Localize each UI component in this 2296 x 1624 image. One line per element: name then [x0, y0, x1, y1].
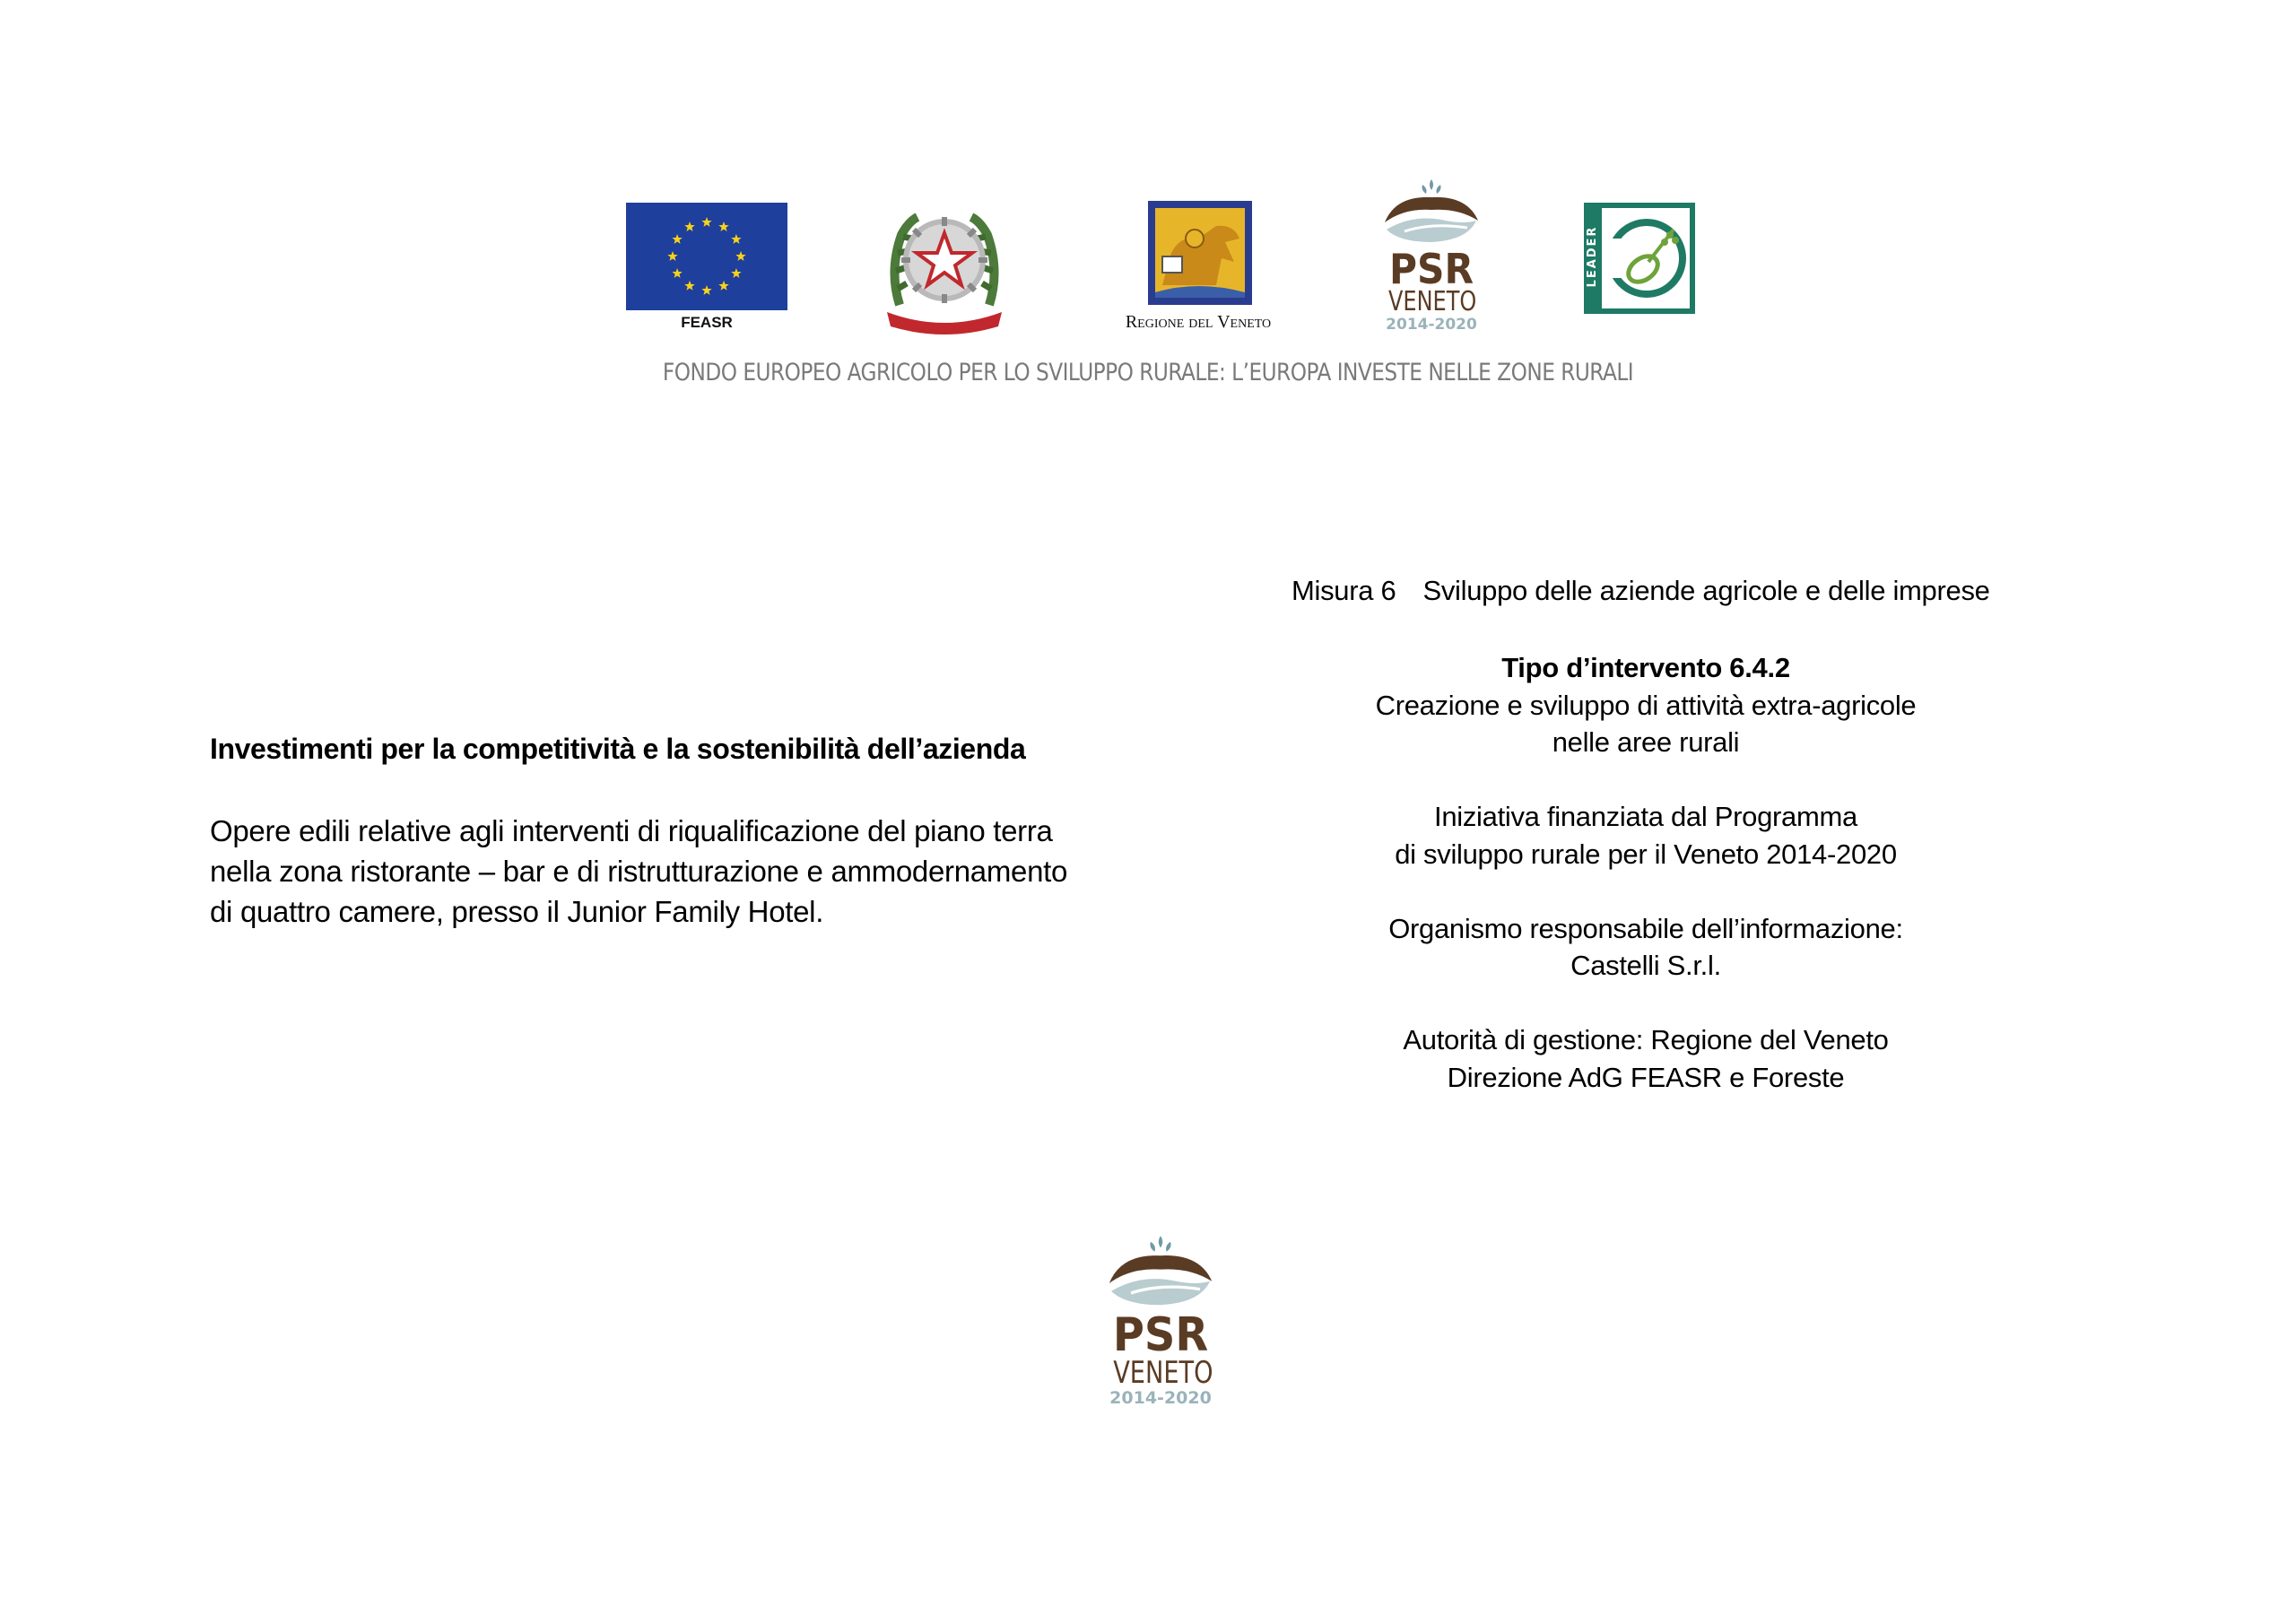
psr-veneto-logo-top: [1378, 178, 1485, 335]
misura-label: Misura 6: [1292, 575, 1396, 606]
psr-name: PSR: [1388, 245, 1474, 293]
leader-text: LEADER: [1586, 225, 1599, 288]
psr-hands-icon: [1101, 1234, 1220, 1313]
psr-veneto-logo-bottom: [1101, 1234, 1220, 1422]
lion-of-saint-mark-icon: [1109, 199, 1288, 307]
misura-text: Sviluppo delle aziende agricole e delle imprese: [1422, 575, 1990, 606]
iniziativa-line: Iniziativa finanziata dal Programma: [1434, 801, 1857, 832]
project-description: [210, 811, 1214, 932]
description-line: Opere edili relative agli interventi di riqualificazione del piano terra: [210, 814, 1053, 847]
description-line: nella zona ristorante – bar e di ristrutturazione e ammodernamento: [210, 855, 1068, 888]
psr-years: 2014-2020: [1386, 316, 1477, 334]
funding-info: [1309, 649, 1982, 1096]
psr-region: VENETO: [1388, 286, 1477, 317]
autorita-line: Autorità di gestione: Regione del Veneto: [1403, 1024, 1889, 1055]
fund-line: FONDO EUROPEO AGRICOLO PER LO SVILUPPO RURALE: L’EUROPA INVESTE NELLE ZONE RURALI: [662, 359, 1634, 386]
italian-emblem-logo: [882, 199, 1007, 335]
description-line: di quattro camere, presso il Junior Family Hotel.: [210, 895, 824, 928]
psr-name: PSR: [1112, 1308, 1209, 1362]
regione-veneto-logo: [1109, 199, 1288, 334]
eu-flag-logo: [626, 203, 787, 346]
intervento-line: Creazione e sviluppo di attività extra-agricole: [1375, 689, 1917, 721]
misura-line: [1292, 575, 1990, 607]
autorita-line: Direzione AdG FEASR e Foreste: [1447, 1061, 1845, 1093]
leader-logo: [1584, 203, 1695, 314]
intervento-line: nelle aree rurali: [1552, 726, 1740, 758]
veneto-caption: Regione del Veneto: [1125, 312, 1272, 332]
psr-hands-icon: [1378, 178, 1485, 249]
organismo-line: Castelli S.r.l.: [1570, 950, 1721, 981]
iniziativa-line: di sviluppo rurale per il Veneto 2014-2020: [1395, 838, 1897, 870]
organismo-line: Organismo responsabile dell’informazione:: [1388, 912, 1903, 944]
eu-caption: FEASR: [681, 314, 733, 331]
psr-region: VENETO: [1113, 1355, 1213, 1391]
intervento-title: Tipo d’intervento 6.4.2: [1501, 652, 1790, 683]
project-title: Investimenti per la competitività e la sostenibilità dell’azienda: [210, 733, 1026, 765]
italian-emblem-icon: [882, 199, 1007, 335]
psr-years: 2014-2020: [1109, 1388, 1212, 1408]
